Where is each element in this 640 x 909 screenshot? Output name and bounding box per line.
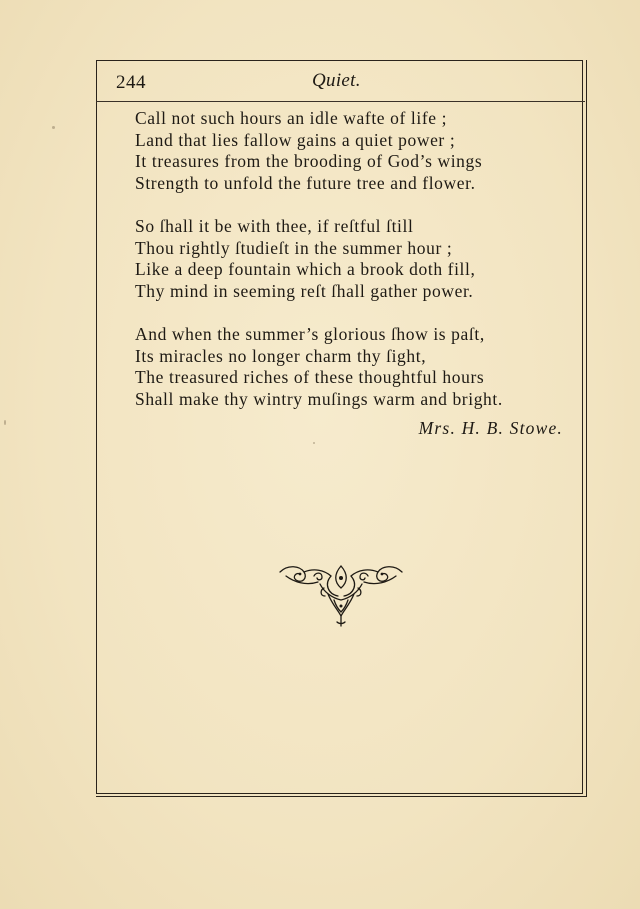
- poem-line: Call not such hours an idle wafte of life ;: [135, 108, 448, 128]
- poem-line: Land that lies fallow gains a quiet power ;: [135, 129, 456, 150]
- page-number: 244: [116, 72, 146, 93]
- stanza-3: [135, 324, 565, 410]
- floral-tailpiece-icon: [276, 560, 406, 628]
- page-border-shadow-right: [586, 60, 587, 797]
- poem-line: Its miracles no longer charm thy ſight,: [135, 345, 427, 366]
- poem-line: Shall make thy wintry muſings warm and bright.: [135, 388, 503, 409]
- header-rule: [96, 101, 585, 102]
- poem-line: And when the summer’s glorious ſhow is paſt,: [135, 324, 485, 344]
- poem-line: It treasures from the brooding of God’s wings: [135, 151, 483, 171]
- stanza-2: [135, 216, 565, 302]
- stanza-1: [135, 108, 565, 194]
- poem-line: Thy mind in seeming reſt ſhall gather power.: [135, 280, 474, 301]
- poem: [135, 108, 565, 432]
- poem-line: The treasured riches of these thoughtful hours: [135, 367, 485, 387]
- author-attribution: Mrs. H. B. Stowe.: [418, 418, 563, 438]
- poem-line: Strength to unfold the future tree and flower.: [135, 172, 476, 193]
- poem-line: Like a deep fountain which a brook doth fill,: [135, 259, 476, 279]
- page-border-shadow-bottom: [96, 796, 587, 797]
- paper-speck: [52, 126, 55, 129]
- running-title: Quiet.: [312, 70, 361, 91]
- poem-line: Thou rightly ſtudieſt in the summer hour ;: [135, 237, 453, 258]
- poem-line: So ſhall it be with thee, if reſtful ſtill: [135, 216, 414, 236]
- paper-speck: [4, 420, 6, 425]
